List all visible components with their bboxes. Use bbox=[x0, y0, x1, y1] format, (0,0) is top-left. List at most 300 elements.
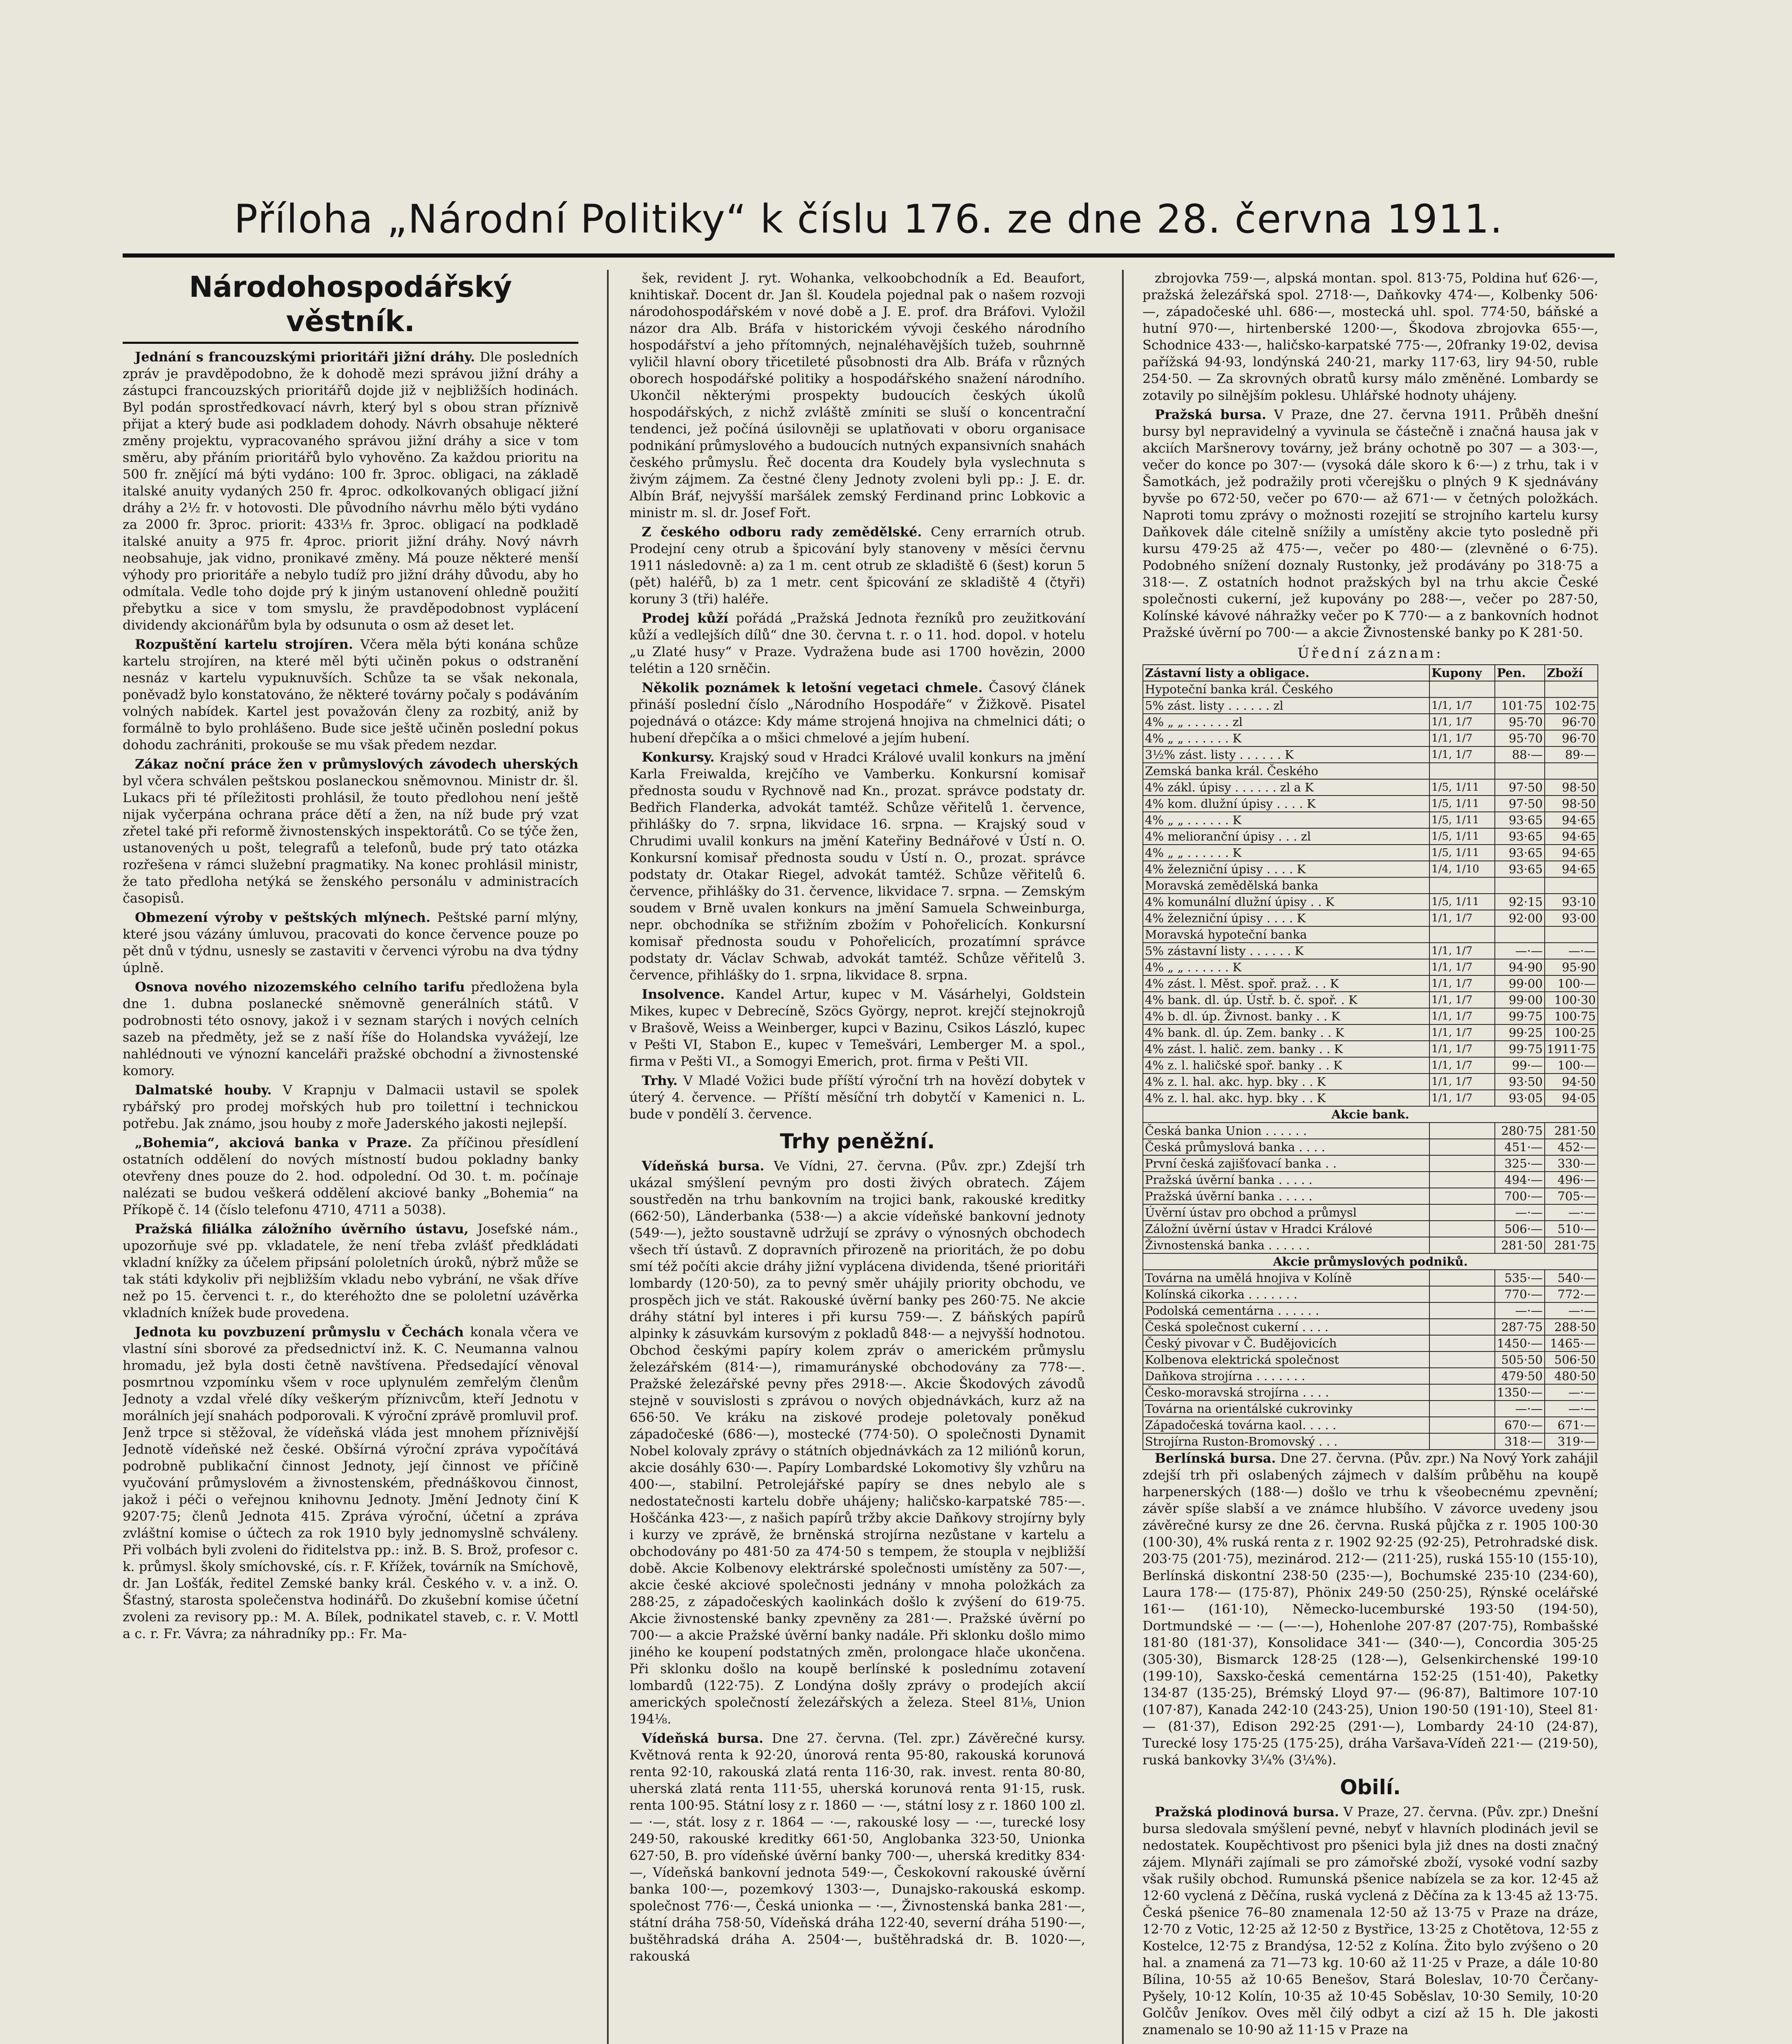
header-rule bbox=[123, 253, 1615, 258]
article-paragraph bbox=[123, 756, 578, 907]
table-cell-zb: 100·30 bbox=[1545, 992, 1598, 1008]
table-cell-pen: 325·— bbox=[1495, 1155, 1545, 1172]
table-row bbox=[1143, 992, 1598, 1008]
table-cell-name: Daňkova strojírna . . . . . . . bbox=[1143, 1368, 1429, 1384]
table-row bbox=[1143, 1368, 1598, 1384]
table-cell-name: 4% železniční úpisy . . . . K bbox=[1143, 910, 1429, 926]
article-text: Za příčinou přesídlení ostatních oddělení do nových místností budou pokladny banky otevřeny dnes pouze do 2. hod. odpolední. Od 30. t. m. počínaje nalézati se budou veškerá oddělení akciové banky „Bohemia“ na Příkopě č. 14 (číslo telefonu 4710, 4711 a 5038). bbox=[123, 1135, 578, 1217]
table-cell-cp bbox=[1429, 1270, 1495, 1286]
column-separator bbox=[607, 270, 609, 2044]
table-cell-cp: 1/1, 1/7 bbox=[1429, 1024, 1495, 1041]
table-cell-pen: 670·— bbox=[1495, 1417, 1545, 1433]
table-cell-name: 5% zást. listy . . . . . . zl bbox=[1143, 697, 1429, 714]
table-cell-zb bbox=[1545, 877, 1598, 894]
table-cell-cp bbox=[1429, 1204, 1495, 1221]
table-cell-zb: 452·— bbox=[1545, 1139, 1598, 1155]
table-cell-pen: 93·65 bbox=[1495, 828, 1545, 845]
table-cell-name: 4% komunální dlužní úpisy . . K bbox=[1143, 894, 1429, 910]
table-cell-cp bbox=[1429, 1401, 1495, 1417]
article-list bbox=[629, 270, 1085, 1123]
article-paragraph bbox=[123, 1324, 578, 1642]
table-cell-pen: 287·75 bbox=[1495, 1319, 1545, 1335]
table-cell-pen: 700·— bbox=[1495, 1188, 1545, 1204]
article-heading: Osnova nového nizozemského celního tarifu bbox=[135, 979, 465, 995]
table-row bbox=[1143, 1237, 1598, 1253]
table-cell-cp bbox=[1429, 1123, 1495, 1139]
table-cell-cp bbox=[1429, 1286, 1495, 1302]
table-cell-zb: —·— bbox=[1545, 1401, 1598, 1417]
article-heading: Jednota ku povzbuzení průmyslu v Čechách bbox=[135, 1324, 464, 1340]
table-cell-name: Česká banka Union . . . . . . bbox=[1143, 1123, 1429, 1139]
table-row bbox=[1143, 845, 1598, 861]
table-cell-pen: 99·75 bbox=[1495, 1041, 1545, 1057]
article-heading: Dalmatské houby. bbox=[135, 1082, 272, 1098]
article-paragraph bbox=[123, 1134, 578, 1218]
table-cell-cp: 1/1, 1/7 bbox=[1429, 959, 1495, 975]
table-cell-name: Hypoteční banka král. Českého bbox=[1143, 681, 1429, 697]
article-text: předložena byla dne 1. dubna poslanecké sněmovně generálních států. V podrobnosti této osnovy, jakož i v seznam starých i nových celních sazeb na předměty, jež se z naší říše do Holandska vyvážejí, lze nahlédnouti ve výnozní kanceláři pražské obchodní a živnostenské komory. bbox=[123, 979, 578, 1078]
table-cell-pen: 94·90 bbox=[1495, 959, 1545, 975]
table-row bbox=[1143, 1417, 1598, 1433]
table-row bbox=[1143, 1221, 1598, 1237]
table-cell-zb: 496·— bbox=[1545, 1172, 1598, 1188]
article-text: Dle posledních zpráv je pravděpodobno, že k dohodě mezi správou jižní dráhy a zástupci francouzských prioritářů dojde již v nejbližších hodinách. Byl podán sprostředkovací návrh, který byl s obou stran příznivě přijat a který bude asi podkladem dohody. Návrh obsahuje některé změny projektu, vypracovaného správou jižní dráhy a sice v tom směru, aby přáním prioritářů bylo vyhověno. Za každou prioritu na 500 fr. znějící má býti vydáno: 100 fr. 3proc. obligaci, na základě italské anuity vydaných 250 fr. 4proc. odkolkovaných obligací jižní dráhy a 2½ fr. v hotovosti. Dle původního návrhu mělo býti vydáno za 2000 fr. 3proc. priorit: 433⅓ fr. 3proc. obligací na podkladě italské anuity a 975 fr. 4proc. priorit jižní dráhy. Nový návrh neobsahuje, jak vidno, pronikavé změny. Má pouze některé menší výhody pro prioritáře a nebylo tudíž pro jižní dráhy důvodu, aby ho odmítala. Vedle toho dojde prý k jiným ustanovení ohledně použití přebytku a sice v tom smyslu, že pravděpodobnost vyplácení dividendy akcionářům byla by odsunuta o osm až deset let. bbox=[123, 349, 578, 633]
table-row bbox=[1143, 1335, 1598, 1351]
table-row bbox=[1143, 1090, 1598, 1106]
table-cell-zb: 772·— bbox=[1545, 1286, 1598, 1302]
article-paragraph bbox=[629, 524, 1085, 607]
article-paragraph bbox=[123, 1221, 578, 1321]
table-cell-pen: —·— bbox=[1495, 1302, 1545, 1319]
table-cell-name: Kolínská cikorka . . . . . . . bbox=[1143, 1286, 1429, 1302]
table-cell-zb: 93·10 bbox=[1545, 894, 1598, 910]
article-text: Kandel Artur, kupec v M. Vásárhelyi, Goldstein Mikes, kupec v Debrecíně, Szöcs György, neprot. krejčí stejnokrojů v Brašově, Weiss a Weinberger, kupci v Bazinu, Csikos László, kupec v Pešti VI, Stabon E., kupec v Temešvári, Lemberger M. a spol., firma v Pešti VI., a Somogyi Emerich, prot. firma v Pešti VII. bbox=[629, 986, 1085, 1069]
article-heading: Z českého odboru rady zemědělské. bbox=[642, 524, 922, 540]
table-cell-pen: 479·50 bbox=[1495, 1368, 1545, 1384]
article-heading: Pražská plodinová bursa. bbox=[1155, 1804, 1339, 1820]
table-cell-zb: 94·65 bbox=[1545, 828, 1598, 845]
article-heading: Vídeňská bursa. bbox=[642, 1730, 764, 1746]
table-cell-name: 4% „ „ . . . . . . K bbox=[1143, 812, 1429, 828]
table-cell-name: 4% zást. l. halič. zem. banky . . K bbox=[1143, 1041, 1429, 1057]
table-cell-name: 4% „ „ . . . . . . zl bbox=[1143, 714, 1429, 730]
column-1 bbox=[123, 270, 578, 2044]
table-cell-cp: 1/1, 1/7 bbox=[1429, 992, 1495, 1008]
table-cell-pen: 505·50 bbox=[1495, 1351, 1545, 1368]
table-group-title: Akcie bank. bbox=[1143, 1106, 1598, 1123]
table-cell-pen bbox=[1495, 681, 1545, 697]
table-cell-name: 4% z. l. hal. akc. hyp. bky . . K bbox=[1143, 1074, 1429, 1090]
article-text: zbrojovka 759·—, alpská montan. spol. 813·75, Poldina huť 626·—, pražská železářská spol. 2718·—, Daňkovky 474·—, Kolbenky 506·—, západočeské uhl. 686·—, mostecká uhl. spol. 774·50, báňské a hutní 970·—, hirtenberské 1200·—, Škodova zbrojovka 655·—, Schodnice 433·—, haličsko-karpatské 775·—, 20franky 19·02, devisa pařížská 94·93, londýnská 240·21, marky 117·63, liry 94·50, ruble 254·50. — Za skrovných obratů kursy málo změněné. Lombardy se zotavily po silnějším poklesu. Uhlářské hodnoty uhájeny. bbox=[1142, 270, 1598, 403]
page-header: Příloha „Národní Politiky“ k číslu 176. ze dne 28. června 1911. bbox=[234, 196, 1503, 242]
table-cell-zb: 100·25 bbox=[1545, 1024, 1598, 1041]
table-cell-pen: 506·— bbox=[1495, 1221, 1545, 1237]
table-cell-zb: —·— bbox=[1545, 1204, 1598, 1221]
table-cell-cp bbox=[1429, 1302, 1495, 1319]
table-body bbox=[1143, 681, 1598, 1450]
table-cell-name: 3½% zást. listy . . . . . . K bbox=[1143, 746, 1429, 763]
article-heading: Berlínská bursa. bbox=[1155, 1450, 1276, 1466]
table-cell-pen: 101·75 bbox=[1495, 697, 1545, 714]
table-row bbox=[1143, 730, 1598, 746]
column-2 bbox=[629, 270, 1085, 2044]
table-cell-cp: 1/4, 1/10 bbox=[1429, 861, 1495, 877]
table-cell-pen: 93·05 bbox=[1495, 1090, 1545, 1106]
article-heading: Několik poznámek k letošní vegetaci chmele. bbox=[642, 680, 983, 695]
table-cell-cp: 1/1, 1/7 bbox=[1429, 730, 1495, 746]
table-cell-zb: 480·50 bbox=[1545, 1368, 1598, 1384]
table-cell-pen bbox=[1495, 877, 1545, 894]
table-cell-name: Pražská úvěrní banka . . . . . bbox=[1143, 1188, 1429, 1204]
table-row bbox=[1143, 828, 1598, 845]
rates-table bbox=[1142, 664, 1598, 1450]
table-cell-zb: 100·75 bbox=[1545, 1008, 1598, 1024]
table-cell-cp: 1/1, 1/7 bbox=[1429, 910, 1495, 926]
table-cell-pen: 92·15 bbox=[1495, 894, 1545, 910]
article-paragraph bbox=[629, 749, 1085, 984]
table-cell-name: První česká zajišťovací banka . . bbox=[1143, 1155, 1429, 1172]
article-text: Ve Vídni, 27. června. (Pův. zpr.) Zdejší trh ukázal smýšlení pevným pro dosti živých obratech. Zájem soustředěn na trhu bankovním na trojici bank, rakouské kreditky (662·50), Länderbanka (538·—) a akcie vídeňské bankovní jednoty (549·—), ježto soustavně udržují se zprávy o výnosných obchodech všech tří ústavů. Z dopravních přirozeně na prioritách, že po dobu smí též počíti akcie dráhy jižní vyplácena dividenda, tšené prioritáři lombardy (120·50), za to pevný směr uhájily priority obchodu, ve prospěch jich ve stát. Rakouské úvěrní banky pes 260·75. Ne akcie dráhy státní byl interes i při kursu 759·—. Z báňských papírů alpinky k zásuvkám kursovým z pokladů 848·— a nejvyšší hodnotou. Obchod českými papíry kolem zpráv o americkém průmyslu železářském (814·—), rimamurányské obchodovány za 778·—. Pražské železářské pevny přes 2918·—. Akcie Škodových závodů stejně v souvislosti s zprávou o nových objednávkách, kurz až na 656·50. Ve kráku na ziskové prodeje poletovaly poněkud západočeské (686·—), mostecké (774·50). O společnosti Dynamit Nobel kolovaly zprávy o státních objednávkách za 12 miliónů korun, akcie dosáhly 630·—. Papíry Lombardské Lokomotivy šly vzhůru na 400·—, stabilní. Petrolejářské papíry se dnes nebylo ale s nedostatečnosti kartelu dobře uhájeny; haličsko-karpatské 785·—. Hoščánka 423·—, z našich papírů tržby akcie Daňkovy strojírny byly i kurzy ve zprávě, že brněnská strojírna nezůstane v kartelu a obchodovány po 481·50 za 474·50 s tempem, že stoupla v nejbližší době. Akcie Kolbenovy elektrárské společnosti umístěny za 507·—, akcie české akciové společnosti jednány v mnoha položkách za 288·25, z západočeských kaolinkách došlo k zvýšení do 619·75. Akcie živnostenské banky zpevněny za 281·—. Pražské úvěrní po 700·— a akcie Pražské úvěrní banky nadále. Při sklonku došlo mimo jiného ke koupení podstatných změn, prolongace hlače ukončena. Při sklonku došlo na koupě berlínské k poslednímu zotavení lombardů (122·75). Z Londýna došly zprávy o prodejích akcií amerických společností železářských a železa. Steel 81⅛, Union 194⅛. bbox=[629, 1158, 1085, 1727]
table-cell-name: 4% z. l. haličské spoř. banky . . K bbox=[1143, 1057, 1429, 1074]
table-cell-zb: 281·75 bbox=[1545, 1237, 1598, 1253]
table-cell-pen: 93·65 bbox=[1495, 861, 1545, 877]
table-cell-pen: 280·75 bbox=[1495, 1123, 1545, 1139]
table-row bbox=[1143, 746, 1598, 763]
table-cell-cp: 1/5, 1/11 bbox=[1429, 828, 1495, 845]
table-row bbox=[1143, 796, 1598, 812]
article-heading: Pražská bursa. bbox=[1155, 407, 1266, 422]
table-cell-cp bbox=[1429, 1221, 1495, 1237]
table-cell-name: Česko-moravská strojírna . . . . bbox=[1143, 1384, 1429, 1401]
table-row bbox=[1143, 1351, 1598, 1368]
table-group-title: Akcie průmyslových podniků. bbox=[1143, 1253, 1598, 1270]
table-cell-cp bbox=[1429, 763, 1495, 779]
article-paragraph bbox=[123, 1082, 578, 1132]
table-cell-cp bbox=[1429, 1417, 1495, 1433]
article-paragraph bbox=[629, 270, 1085, 521]
table-header: Zástavní listy a obligace. bbox=[1143, 665, 1429, 681]
article-list bbox=[1142, 270, 1598, 641]
table-cell-pen: 95·70 bbox=[1495, 714, 1545, 730]
table-cell-name: 4% bank. dl. úp. Zem. banky . . K bbox=[1143, 1024, 1429, 1041]
table-row bbox=[1143, 1188, 1598, 1204]
table-cell-name: 4% melioranční úpisy . . . zl bbox=[1143, 828, 1429, 845]
table-cell-name: Úvěrní ústav pro obchod a průmysl bbox=[1143, 1204, 1429, 1221]
article-paragraph bbox=[629, 1730, 1085, 1965]
table-row bbox=[1143, 910, 1598, 926]
table-cell-name: Český pivovar v Č. Budějovicích bbox=[1143, 1335, 1429, 1351]
table-row bbox=[1143, 1024, 1598, 1041]
article-text: Peštské parní mlýny, které jsou vázány úmluvou, pracovati do konce července pouze po pět dnů v týdnu, usnesly se zastaviti v červenci výrobu na dva týdny úplně. bbox=[123, 910, 578, 975]
table-cell-pen: —·— bbox=[1495, 1401, 1545, 1417]
table-row bbox=[1143, 1172, 1598, 1188]
article-heading: Trhy. bbox=[642, 1073, 678, 1088]
table-row bbox=[1143, 681, 1598, 697]
table-cell-zb: 288·50 bbox=[1545, 1319, 1598, 1335]
article-heading: Rozpuštění kartelu strojíren. bbox=[135, 637, 353, 652]
table-cell-pen: 99·00 bbox=[1495, 975, 1545, 992]
table-cell-zb: —·— bbox=[1545, 1302, 1598, 1319]
article-text: byl včera schválen peštskou poslaneckou sněmovnou. Ministr dr. šl. Lukacs při té příležitosti prohlásil, že touto předlohou není ještě nijak vyčerpána ochrana práce dětí a žen, na níž bude prý vzat zřetel také při reformě živnostenských inspektorátů. Co se týče žen, ustanovených u pošt, telegrafů a telefonů, bude prý tato otázka rozřešena v rámci služební pragmatiky. Na konec prohlásil ministr, že tato předloha netýká se ženského personálu v administracích časopisů. bbox=[123, 773, 578, 906]
table-cell-name: Záložní úvěrní ústav v Hradci Králové bbox=[1143, 1221, 1429, 1237]
article-text: V Praze, 27. června. (Pův. zpr.) Dnešní bursa sledovala smýšlení pevné, nebyť v hlavních plodinách jevil se nedostatek. Koupěchtivost pro pšenici byla již dnes na dosti značný zájem. Mlynáři zajímali se pro zámořské zboží, vysoké vodní sazby však rušily obchod. Rumunská pšenice nabízela se za kor. 12·45 až 12·60 vyclená z Děčína, ruská vyclená z Děčína za k 13·45 až 13·75. Česká pšenice 76–80 znamenala 12·50 až 13·75 v Praze na dráze, 12·70 z Votic, 12·25 až 12·50 z Bystřice, 13·25 z Chotětova, 12·55 z Kostelce, 12·75 z Brandýsa, 12·52 z Kolína. Žito bylo zvýšeno o 20 hal. a znamená za 71—73 kg. 10·60 až 11·25 v Praze, a dále 10·80 Bílina, 10·55 až 10·65 Benešov, Stará Boleslav, 10·70 Čerčany-Pyšely, 10·12 Kolín, 10·35 až 10·45 Soběslav, 10·30 Semily, 10·20 Golčův Jeníkov. Oves měl čilý odbyt a cizí až 15 h. Dle jakosti znamenalo se 10·90 až 11·15 v Praze na bbox=[1142, 1804, 1598, 2037]
table-cell-zb: 94·05 bbox=[1545, 1090, 1598, 1106]
article-paragraph bbox=[629, 610, 1085, 677]
column-separator bbox=[1122, 270, 1124, 2044]
table-row bbox=[1143, 1319, 1598, 1335]
table-cell-zb: 330·— bbox=[1545, 1155, 1598, 1172]
article-heading: Pražská filiálka záložního úvěrního ústavu, bbox=[135, 1221, 469, 1237]
article-heading: Obmezení výroby v peštských mlýnech. bbox=[135, 910, 431, 925]
table-cell-cp bbox=[1429, 1351, 1495, 1368]
article-text: Dne 27. června. (Pův. zpr.) Na Nový York zahájil zdejší trh při oslabených zájmech v dalším průběhu na koupě harpenerských (188·—) došlo ve trhu k všeobecnému zpevnění; závěr spíše slabší a ve známce hlubšího. V závorce uvedeny jsou závěrečné kursy ze dne 26. června. Ruská půjčka z r. 1905 100·30 (100·30), 4% ruská renta z r. 1902 92·25 (92·25), Petrohradské disk. 203·75 (201·75), mezinárod. 212·— (211·25), ruská 155·10 (155·10), Berlínská diskontní 238·50 (235·—), Bochumské 235·10 (234·60), Laura 178·— (175·87), Phönix 249·50 (250·25), Rýnské ocelářské 161·— (161·10), Německo-lucemburské 193·50 (194·50), Dortmundské — ·— (—·—), Hohenlohe 207·87 (207·75), Rombašské 181·80 (181·37), Konsolidace 341·— (340·—), Concordia 305·25 (305·30), Bismarck 128·25 (128·—), Gelsenkirchenské 199·10 (199·10), Saxsko-česká cementárna 152·25 (151·40), Paketky 134·87 (135·25), Brémský Lloyd 97·— (96·87), Baltimore 107·10 (107·87), Kanada 242·10 (243·25), Union 190·50 (191·10), Steel 81·— (81·37), Edison 292·25 (291·—), Lombardy 24·10 (24·87), Turecké losy 175·25 (175·25), dráha Varšava-Vídeň 221·— (219·50), ruská bankovky 3¼% (3¼%). bbox=[1142, 1450, 1598, 1768]
table-cell-cp: 1/1, 1/7 bbox=[1429, 746, 1495, 763]
table-cell-name: 4% zást. l. Měst. spoř. praž. . . K bbox=[1143, 975, 1429, 992]
table-cell-zb: 94·65 bbox=[1545, 861, 1598, 877]
table-row bbox=[1143, 1433, 1598, 1450]
table-cell-cp bbox=[1429, 1368, 1495, 1384]
article-paragraph bbox=[1142, 1450, 1598, 1768]
table-cell-name: Moravská zemědělská banka bbox=[1143, 877, 1429, 894]
table-cell-pen: 770·— bbox=[1495, 1286, 1545, 1302]
table-cell-zb: 93·00 bbox=[1545, 910, 1598, 926]
table-row bbox=[1143, 779, 1598, 796]
column-3 bbox=[1142, 270, 1598, 2044]
article-text: Krajský soud v Hradci Králové uvalil konkurs na jmění Karla Freiwalda, krejčího ve Vamberku. Konkursní komisař přednosta soudu v Rychnově nad Kn., prozat. správce podstaty dr. Bedřich Flanderka, advokát tamtéž. Schůze věřitelů 1. července, přihlášky do 7. srpna, likvidace 16. srpna. — Krajský soud v Chrudimi uvalil konkurs na jmění Kateřiny Bednářové v Ústí n. O. Konkursní komisař přednosta soudu v Ústí n. O., prozat. správce podstaty dr. Otakar Riegel, advokát tamtéž. Schůze věřitelů 6. července, přihlášky do 31. července, likvidace 7. srpna. — Zemským soudem v Brně uvalen konkurs na jmění Samuela Schweinburga, nepr. obchodníka se střižním zbožím v Pohořelicích. Konkursní komisař přednosta soudu v Pohořelicích, prozatímní správce podstaty dr. Václav Schwab, advokát tamtéž. Schůze věřitelů 3. července, přihlášky do 1. srpna, likvidace 8. srpna. bbox=[629, 749, 1085, 983]
article-paragraph bbox=[1142, 1804, 1598, 2038]
table-cell-zb: 94·65 bbox=[1545, 845, 1598, 861]
table-row bbox=[1143, 697, 1598, 714]
table-cell-zb: 540·— bbox=[1545, 1270, 1598, 1286]
article-text: Časový článek přináší poslední číslo „Národního Hospodáře“ v Žižkově. Pisatel pojednává o otázce: Kdy máme strojená hnojiva na chmelnici dáti; o hubení dřepčíka a o mšici chmelové a jejím hubení. bbox=[629, 680, 1085, 746]
table-cell-pen: 1450·— bbox=[1495, 1335, 1545, 1351]
article-paragraph bbox=[123, 979, 578, 1079]
table-cell-cp: 1/1, 1/7 bbox=[1429, 1074, 1495, 1090]
table-row bbox=[1143, 1074, 1598, 1090]
table-cell-name: Západočeská továrna kaol. . . . . bbox=[1143, 1417, 1429, 1433]
table-cell-pen: 93·50 bbox=[1495, 1074, 1545, 1090]
table-row bbox=[1143, 1057, 1598, 1074]
article-text: Josefské nám., upozorňuje své pp. vkladatele, že není třeba zvlášť předkládati vkladní knížky za účelem připsání pololetních úroků, nýbrž může se tak státi kdykoliv při nejbližším vkladu nebo vybrání, ne však dříve než po 15. červenci t. r., do kteréhožto dne se pololetní uzávěrka vkladních knížek bude provedena. bbox=[123, 1221, 578, 1320]
table-cell-zb: 100·— bbox=[1545, 975, 1598, 992]
table-row bbox=[1143, 1302, 1598, 1319]
table-cell-cp bbox=[1429, 1384, 1495, 1401]
table-cell-name: Pražská úvěrní banka . . . . . bbox=[1143, 1172, 1429, 1188]
table-cell-cp: 1/5, 1/11 bbox=[1429, 796, 1495, 812]
table-cell-name: 4% „ „ . . . . . . K bbox=[1143, 730, 1429, 746]
article-paragraph bbox=[629, 1158, 1085, 1728]
section-title: Národohospodářský věstník. bbox=[123, 270, 578, 344]
table-cell-pen: 97·50 bbox=[1495, 779, 1545, 796]
table-row bbox=[1143, 894, 1598, 910]
article-list bbox=[123, 349, 578, 1642]
table-cell-cp: 1/1, 1/7 bbox=[1429, 714, 1495, 730]
table-row bbox=[1143, 877, 1598, 894]
table-row bbox=[1143, 926, 1598, 943]
table-cell-pen: 1350·— bbox=[1495, 1384, 1545, 1401]
table-cell-zb: 506·50 bbox=[1545, 1351, 1598, 1368]
table-cell-pen: 97·50 bbox=[1495, 796, 1545, 812]
table-cell-name: Živnostenská banka . . . . . . bbox=[1143, 1237, 1429, 1253]
table-cell-cp: 1/1, 1/7 bbox=[1429, 697, 1495, 714]
table-cell-zb: 96·70 bbox=[1545, 730, 1598, 746]
article-text: V Mladé Vožici bude příští výroční trh na hovězí dobytek v úterý 4. července. — Příští měsíční trh dobytčí v Kamenici n. L. bude v pondělí 3. července. bbox=[629, 1073, 1085, 1122]
table-cell-name: 4% železniční úpisy . . . . K bbox=[1143, 861, 1429, 877]
table-cell-pen: —·— bbox=[1495, 1204, 1545, 1221]
table-cell-name: 4% „ „ . . . . . . K bbox=[1143, 959, 1429, 975]
article-list bbox=[1142, 1804, 1598, 2038]
table-cell-name: 5% zástavní listy . . . . . . K bbox=[1143, 943, 1429, 959]
table-cell-zb: 98·50 bbox=[1545, 796, 1598, 812]
article-text: konala včera ve vlastní síni sborové za předsednictví inž. K. C. Neumanna valnou hromadu, jež byla dosti četně navštívena. Předsedající věnoval posmrtnou vzpomínku všem v roce uplynulém zemřelým členům Jednoty a vzdal vřelé díky veškerým příznivcům, kteří Jednotu v morálních její snahách podporovali. K výroční zprávě promluvil prof. Jenž trpce si stěžoval, že vídeňská vláda jest mnohem příznivější Jednotě vídeňské než české. Obšírná výroční zpráva vypočítává podrobně publikační činnost Jednoty, její činnost ve příčině vyučování průmyslovém a živnostenském, přednáškovou činnost, jakož i péči o veřejnou knihovnu Jednoty. Jmění Jednoty činí K 9207·75; členů Jednota 415. Zpráva výroční, účetní a zpráva zvláštní komise o účtech za rok 1910 byly jednomyslně schváleny. Při volbách byli zvoleni do řiditelstva pp.: inž. B. S. Brož, profesor c. k. průmysl. školy smíchovské, cís. r. F. Křížek, továrník na Smíchově, dr. Jan Lošťák, ředitel Zemské banky král. Českého v. v. a inž. O. Šťastný, starosta společenstva hodinářů. Do zkušební komise účetní zvoleni za revisory pp.: M. A. Bílek, podnikatel staveb, c. r. V. Mottl a c. r. Fr. Vávra; za náhradníky pp.: Fr. Ma- bbox=[123, 1324, 578, 1641]
table-row bbox=[1143, 1384, 1598, 1401]
article-heading: „Bohemia“, akciová banka v Praze. bbox=[135, 1135, 412, 1150]
table-cell-name: 4% bank. dl. úp. Ústř. b. č. spoř. . K bbox=[1143, 992, 1429, 1008]
table-cell-cp: 1/5, 1/11 bbox=[1429, 812, 1495, 828]
table-cell-zb: 89·— bbox=[1545, 746, 1598, 763]
table-cell-pen: —·— bbox=[1495, 943, 1545, 959]
article-text: Včera měla býti konána schůze kartelu strojíren, na které měl býti učiněn pokus o odstranění nesnáz v kartelu vypuknuvších. Schůze ta se však nekonala, poněvadž bylo konstatováno, že některé továrny počaly s podáváním volných nabídek. Kartel jest považován členy za rozbitý, aniž by formálně to bylo prohlášeno. Bude sice ještě učiněn poslední pokus dohodu zachrániti, prokouše se mu však předem nezdar. bbox=[123, 637, 578, 753]
table-cell-cp: 1/5, 1/11 bbox=[1429, 894, 1495, 910]
article-heading: Vídeňská bursa. bbox=[642, 1158, 765, 1174]
table-cell-pen: 451·— bbox=[1495, 1139, 1545, 1155]
article-paragraph bbox=[1142, 406, 1598, 641]
table-cell-zb: 510·— bbox=[1545, 1221, 1598, 1237]
table-cell-pen: 318·— bbox=[1495, 1433, 1545, 1450]
table-cell-cp bbox=[1429, 1237, 1495, 1253]
table-cell-cp bbox=[1429, 1335, 1495, 1351]
table-cell-cp bbox=[1429, 1155, 1495, 1172]
article-heading: Prodej kůží bbox=[642, 610, 728, 626]
table-cell-cp bbox=[1429, 681, 1495, 697]
article-list bbox=[629, 1158, 1085, 1965]
table-row bbox=[1143, 1123, 1598, 1139]
table-row bbox=[1143, 1204, 1598, 1221]
table-cell-name: Továrna na umělá hnojiva v Kolíně bbox=[1143, 1270, 1429, 1286]
article-paragraph bbox=[629, 679, 1085, 746]
table-row bbox=[1143, 1139, 1598, 1155]
table-cell-pen: 95·70 bbox=[1495, 730, 1545, 746]
table-cell-zb: 1465·— bbox=[1545, 1335, 1598, 1351]
article-text: Ceny errarních otrub. Prodejní ceny otrub a špicování byly stanoveny v měsíci červnu 1911 následovně: a) za 1 m. cent otrub ze skladiště 6 (šest) korun 5 (pět) haléřů, b) za 1 metr. cent špicování ze skladiště 4 (čtyři) koruny 3 (tři) haléře. bbox=[629, 524, 1085, 607]
table-cell-name: 4% zákl. úpisy . . . . . . zl a K bbox=[1143, 779, 1429, 796]
article-heading: Konkursy. bbox=[642, 749, 715, 765]
table-row bbox=[1143, 1106, 1598, 1123]
table-row bbox=[1143, 812, 1598, 828]
article-text: V Krapnju v Dalmacii ustavil se spolek rybářský pro prodej mořských hub pro toilettní i technickou potřebu. Jak známo, jsou houby z moře Jaderského jakosti nejlepší. bbox=[123, 1082, 578, 1131]
table-cell-zb: 100·— bbox=[1545, 1057, 1598, 1074]
table-cell-name: Kolbenova elektrická společnost bbox=[1143, 1351, 1429, 1368]
table-cell-pen: 494·— bbox=[1495, 1172, 1545, 1188]
article-paragraph bbox=[629, 1072, 1085, 1123]
table-cell-zb: 95·90 bbox=[1545, 959, 1598, 975]
table-cell-zb: 1911·75 bbox=[1545, 1041, 1598, 1057]
table-cell-name: 4% z. l. hal. akc. hyp. bky . . K bbox=[1143, 1090, 1429, 1106]
table-cell-cp: 1/1, 1/7 bbox=[1429, 1008, 1495, 1024]
table-cell-zb bbox=[1545, 926, 1598, 943]
table-row bbox=[1143, 1155, 1598, 1172]
table-cell-cp: 1/1, 1/7 bbox=[1429, 975, 1495, 992]
table-header: Pen. bbox=[1495, 665, 1545, 681]
table-cell-pen: 535·— bbox=[1495, 1270, 1545, 1286]
table-cell-zb: 671·— bbox=[1545, 1417, 1598, 1433]
table-cell-name: Zemská banka král. Českého bbox=[1143, 763, 1429, 779]
table-row bbox=[1143, 1041, 1598, 1057]
table-title: Úřední záznam: bbox=[1297, 645, 1443, 661]
table-cell-zb: 94·65 bbox=[1545, 812, 1598, 828]
table-row bbox=[1143, 975, 1598, 992]
table-cell-pen: 93·65 bbox=[1495, 845, 1545, 861]
table-cell-pen: 99·75 bbox=[1495, 1008, 1545, 1024]
article-paragraph bbox=[123, 909, 578, 976]
table-cell-zb: 319·— bbox=[1545, 1433, 1598, 1450]
table-cell-pen: 88·— bbox=[1495, 746, 1545, 763]
table-row bbox=[1143, 1401, 1598, 1417]
table-cell-cp bbox=[1429, 1319, 1495, 1335]
article-paragraph bbox=[123, 636, 578, 753]
table-cell-cp: 1/1, 1/7 bbox=[1429, 1057, 1495, 1074]
table-row bbox=[1143, 1008, 1598, 1024]
table-cell-cp bbox=[1429, 1188, 1495, 1204]
article-heading: Zákaz noční práce žen v průmyslových závodech uherských bbox=[135, 756, 578, 772]
table-cell-zb: 102·75 bbox=[1545, 697, 1598, 714]
table-cell-zb: 98·50 bbox=[1545, 779, 1598, 796]
table-cell-cp: 1/1, 1/7 bbox=[1429, 943, 1495, 959]
table-header-row bbox=[1143, 665, 1598, 681]
table-cell-cp: 1/5, 1/11 bbox=[1429, 779, 1495, 796]
article-text: pořádá „Pražská Jednota řezníků pro zeužitkování kůží a vedlejších dílů“ dne 30. června t. r. o 11. hod. dopol. v hotelu „u Zlaté husy“ v Praze. Vydražena bude asi 1700 hovězin, 2000 telétin a 120 srněčin. bbox=[629, 610, 1085, 676]
table-cell-zb: 281·50 bbox=[1545, 1123, 1598, 1139]
table-cell-name: Česká společnost cukerní . . . . bbox=[1143, 1319, 1429, 1335]
table-cell-name: Česká průmyslová banka . . . . bbox=[1143, 1139, 1429, 1155]
table-row bbox=[1143, 714, 1598, 730]
table-cell-cp bbox=[1429, 877, 1495, 894]
table-cell-name: 4% „ „ . . . . . . K bbox=[1143, 845, 1429, 861]
table-cell-name: Strojírna Ruston-Bromovský . . . bbox=[1143, 1433, 1429, 1450]
table-cell-cp: 1/5, 1/11 bbox=[1429, 845, 1495, 861]
table-cell-name: 4% kom. dlužní úpisy . . . . K bbox=[1143, 796, 1429, 812]
table-cell-zb bbox=[1545, 763, 1598, 779]
table-row bbox=[1143, 959, 1598, 975]
table-cell-pen: 92·00 bbox=[1495, 910, 1545, 926]
table-cell-pen bbox=[1495, 926, 1545, 943]
article-text: šek, revident J. ryt. Wohanka, velkoobchodník a Ed. Beaufort, knihtiskař. Docent dr. Jan šl. Koudela pojednal pak o našem rozvoji národohospodářském v nové době a J. E. prof. dra Bráfovi. Vyložil názor dra Alb. Bráfa v historickém vývoji českého národního hospodářství a jeho přítomných, nejnaléhavějších tužeb, souhrnně vyličil hlavní obory třicetileté působnosti dra Alb. Bráfa v různých oborech hospodářské politiky a hospodářského snažení národního. Ukončil některými prospekty budoucích českých úkolů hospodářských, z nichž zvláště zmíniti se sluší o koncentrační tendenci, jež počíná úsilovněji se uplatňovati v oboru organisace podnikání průmyslového a budoucích nutných expansivních snahách českého průmyslu. Řeč docenta dra Koudely byla vyslechnuta s živým zájmem. Za čestné členy Jednoty zvoleni byli pp.: J. E. dr. Albín Bráf, nejvyšší maršálek zemský Ferdinand princ Lobkovic a ministr m. sl. dr. Josef Fořt. bbox=[629, 270, 1085, 520]
table-cell-zb: 94·50 bbox=[1545, 1074, 1598, 1090]
table-row bbox=[1143, 943, 1598, 959]
table-cell-cp: 1/1, 1/7 bbox=[1429, 1090, 1495, 1106]
table-cell-cp: 1/1, 1/7 bbox=[1429, 1041, 1495, 1057]
table-cell-name: Podolská cementárna . . . . . . bbox=[1143, 1302, 1429, 1319]
table-cell-name: Moravská hypoteční banka bbox=[1143, 926, 1429, 943]
table-row bbox=[1143, 861, 1598, 877]
table-cell-name: 4% b. dl. úp. Živnost. banky . . K bbox=[1143, 1008, 1429, 1024]
article-paragraph bbox=[629, 986, 1085, 1070]
table-cell-zb: 96·70 bbox=[1545, 714, 1598, 730]
table-cell-cp bbox=[1429, 1172, 1495, 1188]
table-header: Kupony bbox=[1429, 665, 1495, 681]
table-cell-zb: —·— bbox=[1545, 943, 1598, 959]
table-cell-pen: 99·00 bbox=[1495, 992, 1545, 1008]
section-title: Trhy peněžní. bbox=[780, 1130, 935, 1153]
table-cell-pen bbox=[1495, 763, 1545, 779]
table-header: Zboží bbox=[1545, 665, 1598, 681]
article-paragraph bbox=[1142, 270, 1598, 404]
table-row bbox=[1143, 1253, 1598, 1270]
table-cell-pen: 99·25 bbox=[1495, 1024, 1545, 1041]
article-paragraph bbox=[123, 349, 578, 634]
table-cell-zb: 705·— bbox=[1545, 1188, 1598, 1204]
table-cell-pen: 93·65 bbox=[1495, 812, 1545, 828]
